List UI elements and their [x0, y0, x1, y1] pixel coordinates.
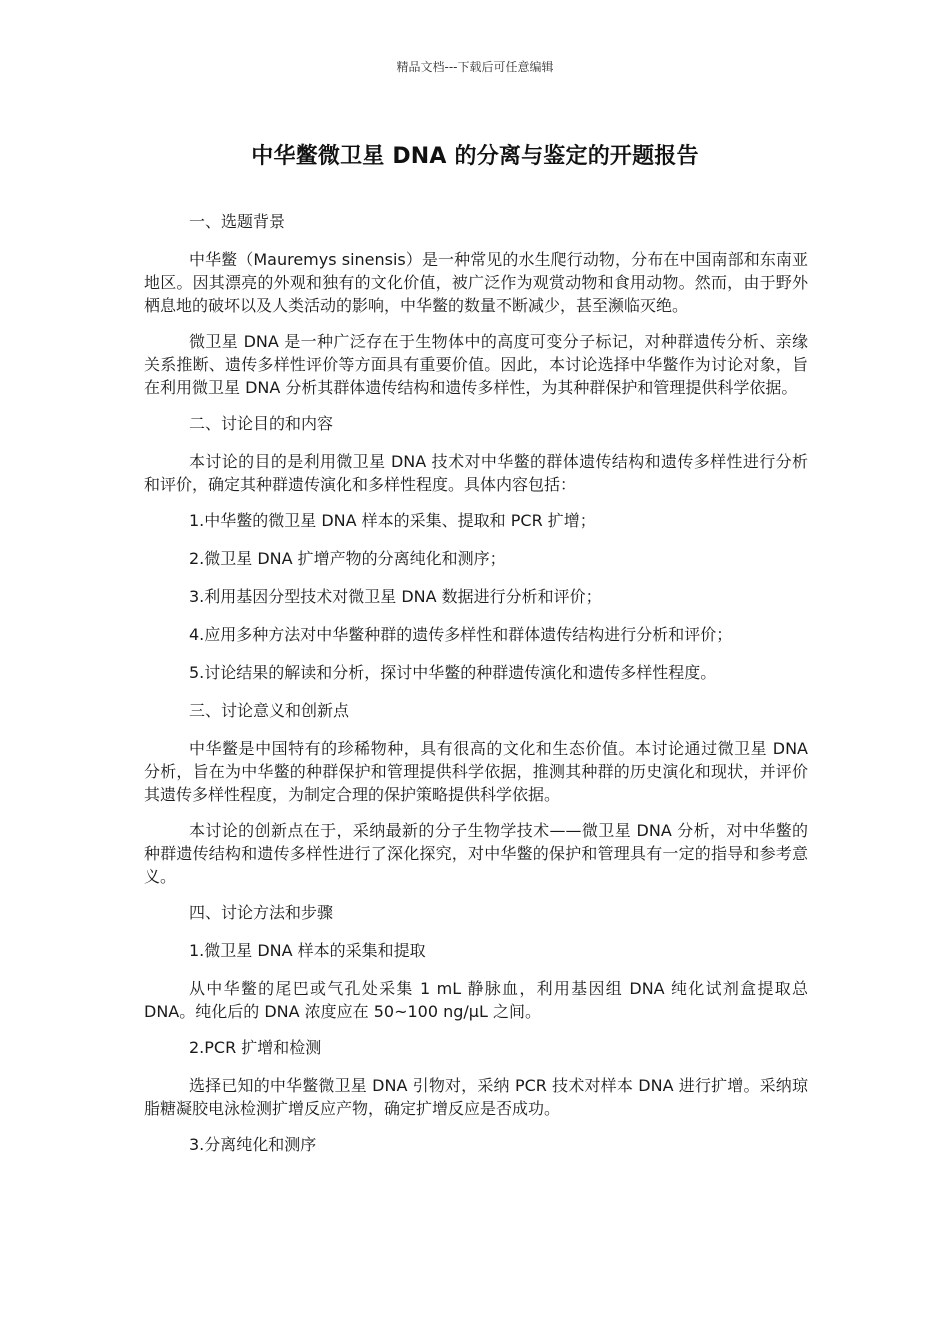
section-heading: 三、讨论意义和创新点	[189, 701, 350, 720]
list-item: 2.微卫星 DNA 扩增产物的分离纯化和测序；	[189, 549, 506, 568]
list-item: 3.利用基因分型技术对微卫星 DNA 数据进行分析和评价；	[189, 587, 602, 606]
body-paragraph: 本讨论的目的是利用微卫星 DNA 技术对中华鳖的群体遗传结构和遗传多样性进行分析和评价，确定其种群遗传演化和多样性程度。具体内容包括：	[144, 452, 808, 494]
section-heading: 1.微卫星 DNA 样本的采集和提取	[189, 941, 426, 960]
header-note: 精品文档---下载后可任意编辑	[396, 60, 554, 74]
section-heading: 四、讨论方法和步骤	[189, 903, 334, 922]
section-heading: 2.PCR 扩增和检测	[189, 1038, 322, 1057]
body-paragraph: 中华鳖（Mauremys sinensis）是一种常见的水生爬行动物，分布在中国南部和东南亚地区。因其漂亮的外观和独有的文化价值，被广泛作为观赏动物和食用动物。然而，由于野外栖息地的破坏以及人类活动的影响，中华鳖的数量不断减少，甚至濒临灭绝。	[144, 250, 808, 315]
section-heading: 一、选题背景	[189, 212, 286, 231]
document-title: 中华鳖微卫星 DNA 的分离与鉴定的开题报告	[251, 144, 699, 169]
section-heading: 二、讨论目的和内容	[189, 414, 334, 433]
body-paragraph: 本讨论的创新点在于，采纳最新的分子生物学技术——微卫星 DNA 分析，对中华鳖的种群遗传结构和遗传多样性进行了深化探究，对中华鳖的保护和管理具有一定的指导和参考意义。	[144, 821, 808, 886]
section-heading: 3.分离纯化和测序	[189, 1135, 317, 1154]
body-paragraph: 选择已知的中华鳖微卫星 DNA 引物对，采纳 PCR 技术对样本 DNA 进行扩增。采纳琼脂糖凝胶电泳检测扩增反应产物，确定扩增反应是否成功。	[144, 1076, 808, 1118]
document-body	[144, 210, 808, 1171]
list-item: 4.应用多种方法对中华鳖种群的遗传多样性和群体遗传结构进行分析和评价；	[189, 625, 733, 644]
body-paragraph: 中华鳖是中国特有的珍稀物种，具有很高的文化和生态价值。本讨论通过微卫星 DNA 分析，旨在为中华鳖的种群保护和管理提供科学依据，推测其种群的历史演化和现状，并评价其遗传多样性程度，为制定合理的保护策略提供科学依据。	[144, 739, 808, 804]
list-item: 1.中华鳖的微卫星 DNA 样本的采集、提取和 PCR 扩增；	[189, 511, 596, 530]
body-paragraph: 从中华鳖的尾巴或气孔处采集 1 mL 静脉血，利用基因组 DNA 纯化试剂盒提取总 DNA。纯化后的 DNA 浓度应在 50~100 ng/μL 之间。	[144, 979, 808, 1021]
list-item: 5.讨论结果的解读和分析，探讨中华鳖的种群遗传演化和遗传多样性程度。	[189, 663, 717, 682]
body-paragraph: 微卫星 DNA 是一种广泛存在于生物体中的高度可变分子标记，对种群遗传分析、亲缘关系推断、遗传多样性评价等方面具有重要价值。因此，本讨论选择中华鳖作为讨论对象，旨在利用微卫星 DNA 分析其群体遗传结构和遗传多样性，为其种群保护和管理提供科学依据。	[144, 332, 808, 397]
